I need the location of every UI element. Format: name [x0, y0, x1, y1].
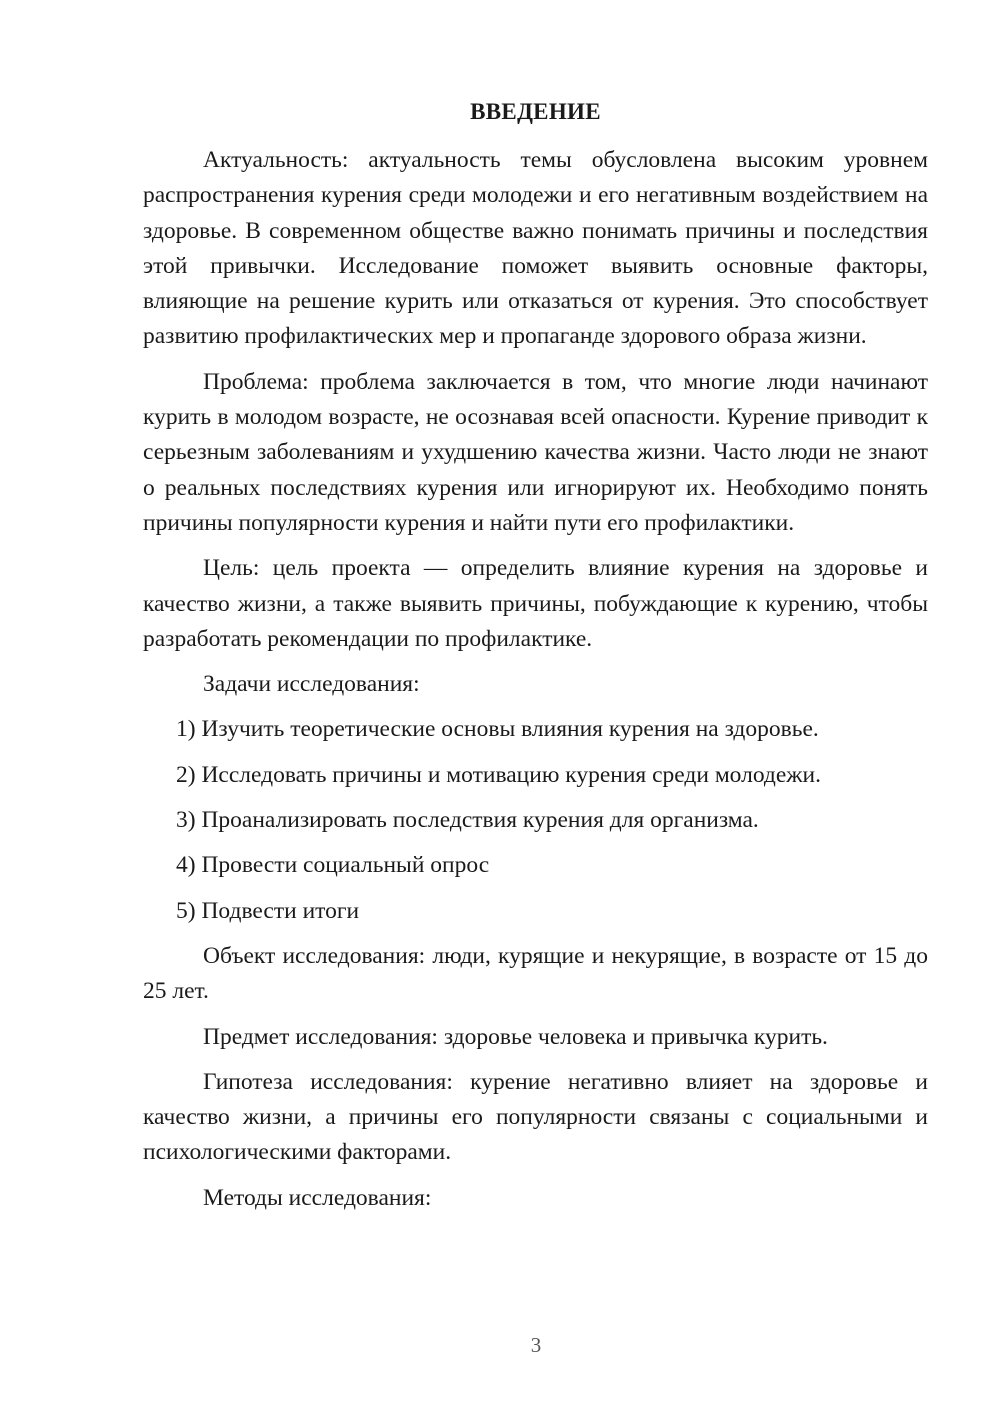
task-item: 4) Провести социальный опрос	[176, 852, 490, 879]
task-item: 1) Изучить теоретические основы влияния курения на здоровье.	[176, 716, 819, 743]
problem-paragraph: Проблема: проблема заключается в том, что многие люди начинают курить в молодом возрасте, не осознавая всей опасности. Курение приводит к серьезным заболеваниям и ухудшению качества жизни. Часто люди не знают о реальных последствиях курения или игнорируют их. Необходимо понять причины популярности курения и найти пути его профилактики.	[143, 368, 928, 536]
task-item: 5) Подвести итоги	[176, 897, 360, 924]
section-heading: ВВЕДЕНИЕ	[470, 99, 601, 124]
tasks-heading: Задачи исследования:	[203, 671, 420, 698]
tasks-list	[143, 712, 928, 928]
hypothesis-paragraph: Гипотеза исследования: курение негативно влияет на здоровье и качество жизни, а причины его популярности связаны с социальными и психологическими факторами.	[143, 1068, 928, 1166]
methods-heading: Методы исследования:	[203, 1184, 432, 1211]
subject-paragraph: Предмет исследования: здоровье человека и привычка курить.	[203, 1023, 828, 1050]
object-paragraph: Объект исследования: люди, курящие и некурящие, в возрасте от 15 до 25 лет.	[143, 942, 928, 1005]
relevance-paragraph: Актуальность: актуальность темы обусловлена высоким уровнем распространения курения среди молодежи и его негативным воздействием на здоровье. В современном обществе важно понимать причины и последствия этой привычки. Исследование поможет выявить основные факторы, влияющие на решение курить или отказаться от курения. Это способствует развитию профилактических мер и пропаганде здорового образа жизни.	[143, 147, 928, 350]
goal-paragraph: Цель: цель проекта — определить влияние курения на здоровье и качество жизни, а также выявить причины, побуждающие к курению, чтобы разработать рекомендации по профилактике.	[143, 555, 928, 652]
task-item: 2) Исследовать причины и мотивацию курения среди молодежи.	[176, 761, 821, 788]
page-number: 3	[530, 1333, 542, 1357]
document-body	[143, 143, 928, 1226]
task-item: 3) Проанализировать последствия курения для организма.	[176, 807, 759, 834]
